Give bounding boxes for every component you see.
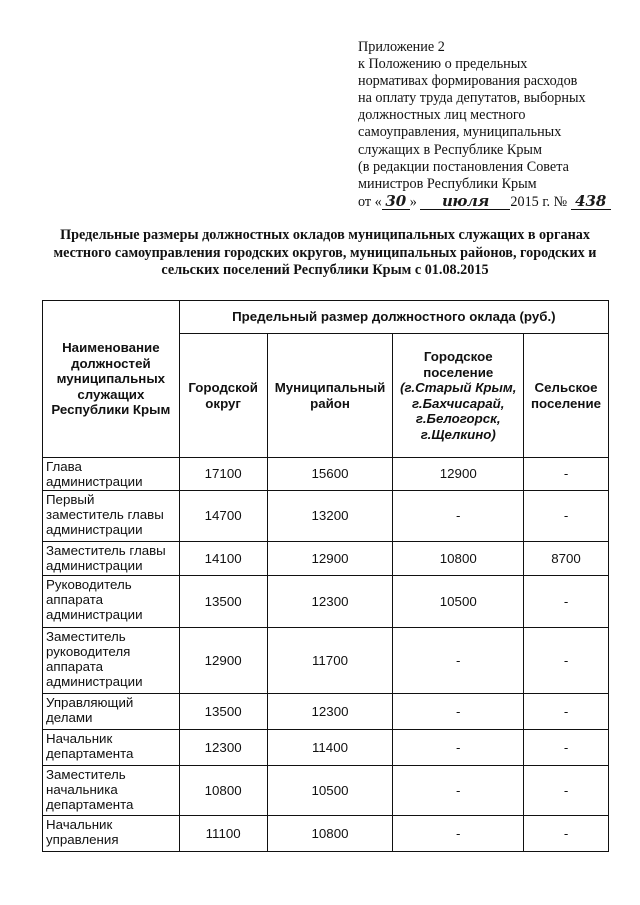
- table-row: [43, 815, 609, 851]
- appendix-line: должностных лиц местного: [358, 107, 526, 124]
- position-name: Начальник департамента: [43, 729, 180, 765]
- value-city: 11100: [179, 815, 267, 851]
- appendix-line: самоуправления, муниципальных: [358, 124, 562, 141]
- value-rural: -: [524, 627, 609, 693]
- value-rural: -: [524, 815, 609, 851]
- value-rural: -: [524, 575, 609, 627]
- position-name: Глава администрации: [43, 458, 180, 491]
- handwritten-number: 438: [571, 193, 611, 210]
- appendix-line: министров Республики Крым: [358, 175, 537, 192]
- value-city: 12900: [179, 627, 267, 693]
- value-district: 10800: [267, 815, 393, 851]
- value-rural: -: [524, 729, 609, 765]
- table-row: [43, 575, 609, 627]
- value-rural: -: [524, 693, 609, 729]
- value-city: 14100: [179, 541, 267, 575]
- value-district: 10500: [267, 765, 393, 815]
- col-urban-settlement: [393, 334, 524, 458]
- col-municipal-district: Муниципальный район: [267, 334, 393, 458]
- value-city: 10800: [179, 765, 267, 815]
- date-prefix: от «: [358, 193, 382, 210]
- value-urban: -: [393, 693, 524, 729]
- value-city: 13500: [179, 575, 267, 627]
- table-row: [43, 729, 609, 765]
- value-rural: 8700: [524, 541, 609, 575]
- table-row: [43, 765, 609, 815]
- resolution-date-line: [358, 193, 628, 211]
- value-city: 12300: [179, 729, 267, 765]
- position-name: Управляющий делами: [43, 693, 180, 729]
- appendix-line: служащих в Республике Крым: [358, 141, 542, 158]
- date-mid: »: [409, 193, 417, 210]
- position-name: Руководитель аппарата администрации: [43, 575, 180, 627]
- value-district: 15600: [267, 458, 393, 491]
- value-district: 12300: [267, 693, 393, 729]
- handwritten-day: 30: [382, 193, 410, 210]
- col-urban-settlement-note: (г.Старый Крым, г.Бахчисарай, г.Белогорск, г.Щелкино): [400, 380, 517, 442]
- handwritten-month: июля: [420, 193, 510, 210]
- group-header: Предельный размер должностного оклада (руб.): [179, 301, 608, 334]
- appendix-line: к Положению о предельных: [358, 56, 528, 73]
- document-heading: Предельные размеры должностных окладов муниципальных служащих в органах местного самоуправления городских округов, муниципальных районов, городских и сельских поселений Республики Крым с 01.08.2015: [53, 227, 597, 278]
- table-row: [43, 541, 609, 575]
- value-city: 17100: [179, 458, 267, 491]
- value-urban: -: [393, 815, 524, 851]
- value-urban: -: [393, 729, 524, 765]
- value-urban: -: [393, 490, 524, 541]
- value-city: 14700: [179, 490, 267, 541]
- table-row: [43, 693, 609, 729]
- value-urban: 10500: [393, 575, 524, 627]
- value-urban: 12900: [393, 458, 524, 491]
- value-rural: -: [524, 765, 609, 815]
- value-urban: -: [393, 765, 524, 815]
- position-name: Первый заместитель главы администрации: [43, 490, 180, 541]
- col-city-district: Городской округ: [179, 334, 267, 458]
- position-name: Заместитель главы администрации: [43, 541, 180, 575]
- value-district: 11700: [267, 627, 393, 693]
- salary-table: [42, 300, 609, 852]
- value-district: 11400: [267, 729, 393, 765]
- position-name: Заместитель начальника департамента: [43, 765, 180, 815]
- value-urban: 10800: [393, 541, 524, 575]
- date-year: 2015 г. №: [510, 193, 568, 210]
- position-name: Заместитель руководителя аппарата администрации: [43, 627, 180, 693]
- col-name-header: Наименование должностей муниципальных служащих Республики Крым: [43, 301, 180, 458]
- col-rural-settlement: Сельское поселение: [524, 334, 609, 458]
- col-urban-settlement-title: Городское поселение: [423, 349, 494, 380]
- table-row: [43, 490, 609, 541]
- value-district: 12900: [267, 541, 393, 575]
- value-rural: -: [524, 458, 609, 491]
- appendix-line: Приложение 2: [358, 39, 445, 55]
- appendix-line: нормативах формирования расходов: [358, 73, 578, 90]
- appendix-line: (в редакции постановления Совета: [358, 158, 569, 175]
- value-district: 12300: [267, 575, 393, 627]
- value-urban: -: [393, 627, 524, 693]
- appendix-line: на оплату труда депутатов, выборных: [358, 90, 586, 107]
- value-rural: -: [524, 490, 609, 541]
- position-name: Начальник управления: [43, 815, 180, 851]
- table-row: [43, 627, 609, 693]
- value-city: 13500: [179, 693, 267, 729]
- header-row-group: [43, 301, 609, 334]
- value-district: 13200: [267, 490, 393, 541]
- appendix-block: [358, 39, 628, 211]
- table-row: [43, 458, 609, 491]
